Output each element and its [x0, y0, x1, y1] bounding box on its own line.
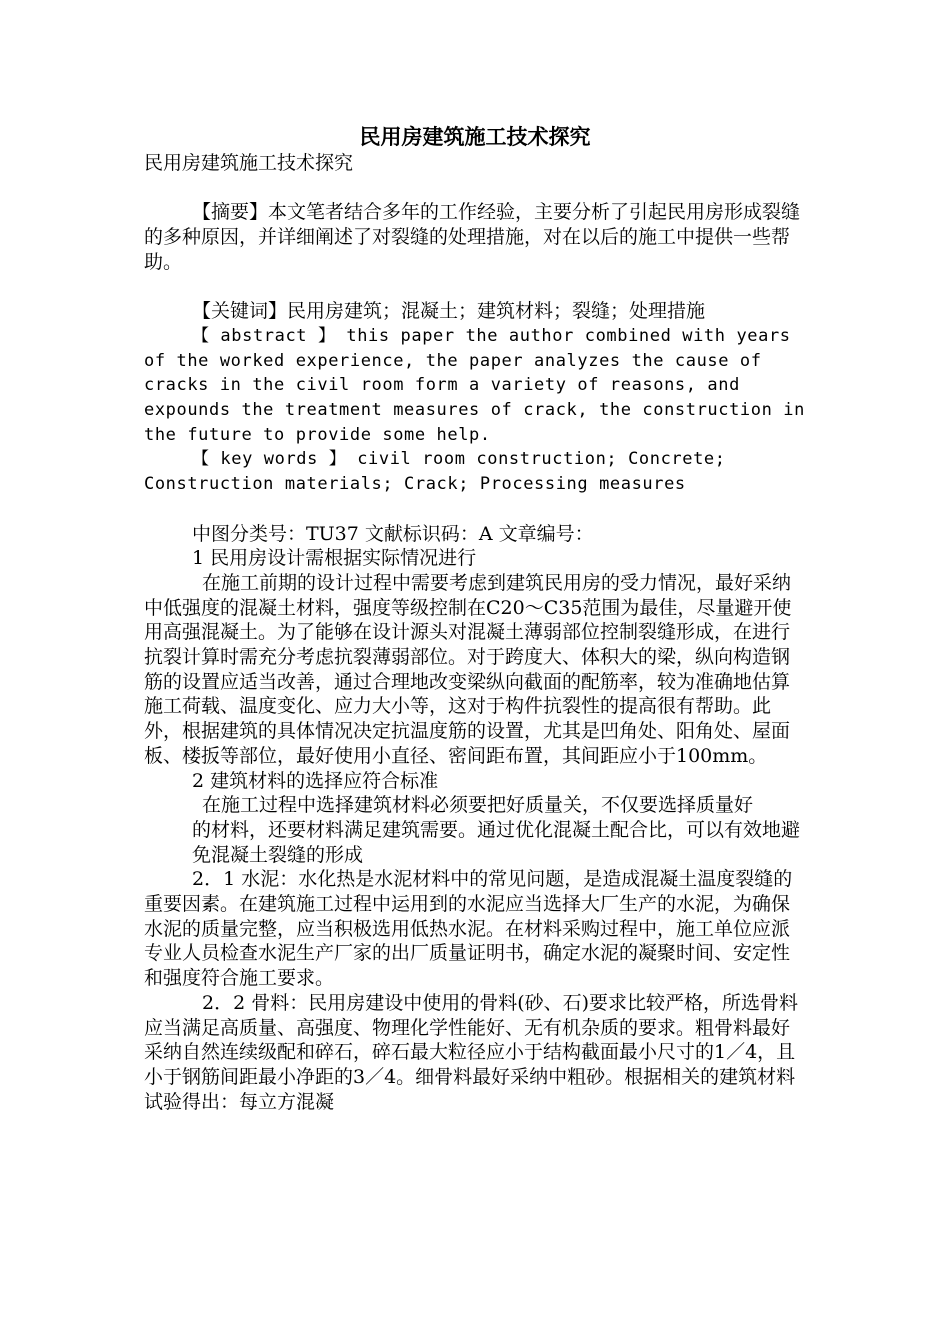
classification-line: 中图分类号：TU37 文献标识码：A 文章编号：	[192, 522, 594, 545]
section-1-heading: 1 民用房设计需根据实际情况进行	[192, 547, 477, 570]
section-2-2-paragraph: 2．2 骨料：民用房建设中使用的骨料(砂、石)要求比较严格，所选骨料应当满足高质量、高强度、物理化学性能好、无有机杂质的要求。粗骨料最好采纳自然连续级配和碎石，碎石最大粒径应小于结构截面最小尺寸的1／4，且小于钢筋间距最小净距的3／4。细骨料最好采纳中粗砂。根据相关的建筑材料试验得出：每立方混凝	[144, 991, 799, 1113]
section-2-paragraph-b: 的材料，还要材料满足建筑需要。通过优化混凝土配合比，可以有效地避	[192, 818, 801, 841]
keywords-cn: 【关键词】民用房建筑；混凝土；建筑材料；裂缝；处理措施	[192, 300, 706, 323]
document-body	[144, 151, 816, 1114]
section-1-paragraph: 在施工前期的设计过程中需要考虑到建筑民用房的受力情况，最好采纳中低强度的混凝土材料，强度等级控制在C20～C35范围为最佳，尽量避开使用高强混凝土。为了能够在设计源头对混凝土薄弱部位控制裂缝形成，在进行抗裂计算时需充分考虑抗裂薄弱部位。对于跨度大、体积大的梁，纵向构造钢筋的设置应适当改善，通过合理地改变梁纵向截面的配筋率，较为准确地估算施工荷载、温度变化、应力大小等，这对于构件抗裂性的提高很有帮助。此外，根据建筑的具体情况决定抗温度筋的设置，尤其是凹角处、阳角处、屋面板、楼扳等部位，最好使用小直径、密间距布置，其间距应小于100mm。	[144, 571, 792, 767]
spacer	[144, 176, 808, 201]
section-2-heading: 2 建筑材料的选择应符合标准	[192, 769, 439, 792]
keywords-en: 【 key words 】 civil room construction; Concrete; Construction materials; Crack; Processing measures	[144, 449, 737, 495]
abstract-cn: 【摘要】本文笔者结合多年的工作经验，主要分析了引起民用房形成裂缝的多种原因，并详细阐述了对裂缝的处理措施，对在以后的施工中提供一些帮助。	[144, 201, 801, 273]
abstract-en: 【 abstract 】 this paper the author combined with years of the worked experience, the paper analyzes the cause of cracks in the civil room form a variety of reasons, and expounds the treatment measures of crack, the construction in the future to provide some help.	[144, 325, 816, 445]
section-2-paragraph-a: 在施工过程中选择建筑材料必须要把好质量关，不仅要选择质量好	[202, 794, 754, 817]
spacer	[144, 497, 808, 522]
section-2-1-paragraph: 2．1 水泥：水化热是水泥材料中的常见问题，是造成混凝土温度裂缝的重要因素。在建筑施工过程中运用到的水泥应当选择大厂生产的水泥，为确保水泥的质量完整，应当积极选用低热水泥。在材料采购过程中，施工单位应派专业人员检查水泥生产厂家的出厂质量证明书，确定水泥的凝聚时间、安定性和强度符合施工要求。	[144, 868, 793, 990]
document-title: 民用房建筑施工技术探究	[359, 124, 591, 149]
spacer	[144, 275, 808, 300]
section-2-paragraph-c: 免混凝土裂缝的形成	[192, 843, 364, 866]
subtitle: 民用房建筑施工技术探究	[144, 152, 354, 174]
